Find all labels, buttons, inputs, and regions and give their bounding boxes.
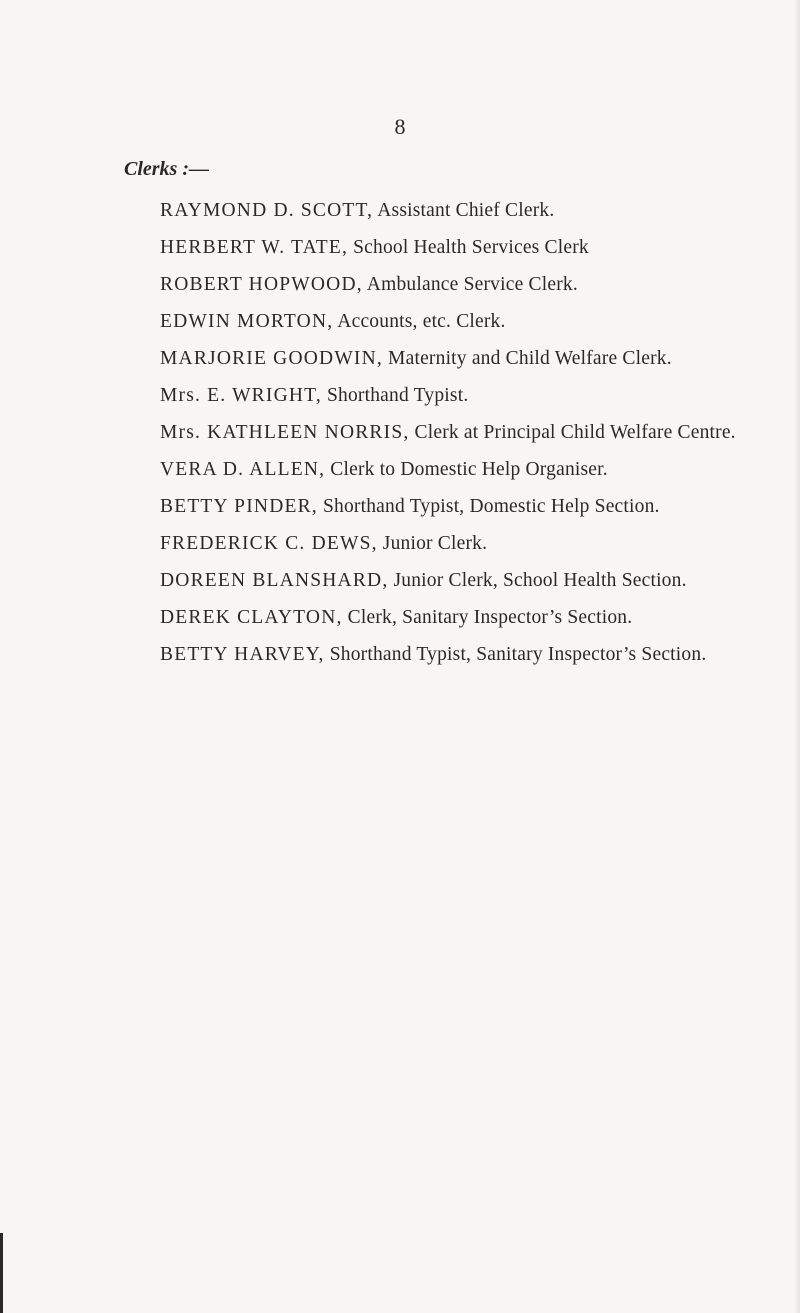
staff-name: Mrs. KATHLEEN NORRIS,: [160, 422, 410, 443]
staff-name: FREDERICK C. DEWS,: [160, 533, 378, 554]
staff-entry: [160, 383, 740, 409]
page-edge-shadow: [794, 0, 800, 1313]
staff-entry: [160, 494, 740, 520]
staff-entry: [160, 642, 740, 668]
staff-role: Junior Clerk.: [377, 533, 488, 554]
staff-role: Clerk to Domestic Help Organiser.: [325, 459, 608, 480]
staff-role: Shorthand Typist.: [321, 385, 469, 406]
staff-entry: [160, 346, 740, 372]
section-heading: Clerks :—: [124, 158, 209, 180]
staff-list: [160, 198, 740, 679]
staff-role: Assistant Chief Clerk.: [373, 200, 555, 221]
staff-role: School Health Services Clerk: [348, 237, 589, 258]
staff-name: HERBERT W. TATE,: [160, 237, 349, 258]
staff-name: ROBERT HOPWOOD,: [160, 274, 363, 295]
page-number: 8: [394, 114, 406, 139]
staff-name: MARJORIE GOODWIN,: [160, 348, 383, 369]
staff-entry: [160, 568, 740, 594]
staff-entry: [160, 235, 740, 261]
staff-entry: [160, 457, 740, 483]
staff-name: EDWIN MORTON,: [160, 311, 334, 332]
staff-entry: [160, 198, 740, 224]
staff-role: Shorthand Typist, Sanitary Inspector’s Section.: [324, 644, 707, 665]
staff-name: BETTY PINDER,: [160, 496, 318, 517]
staff-role: Junior Clerk, School Health Section.: [388, 570, 687, 591]
staff-name: VERA D. ALLEN,: [160, 459, 326, 480]
staff-entry: [160, 420, 740, 446]
staff-name: DOREEN BLANSHARD,: [160, 570, 389, 591]
staff-name: RAYMOND D. SCOTT,: [160, 200, 374, 221]
page-edge-mark: [0, 1233, 3, 1313]
staff-entry: [160, 531, 740, 557]
staff-entry: [160, 605, 740, 631]
staff-name: Mrs. E. WRIGHT,: [160, 385, 322, 406]
staff-role: Clerk, Sanitary Inspector’s Section.: [342, 607, 633, 628]
staff-name: DEREK CLAYTON,: [160, 607, 343, 628]
staff-role: Maternity and Child Welfare Clerk.: [382, 348, 672, 369]
staff-role: Accounts, etc. Clerk.: [333, 311, 506, 332]
staff-name: BETTY HARVEY,: [160, 644, 325, 665]
staff-role: Shorthand Typist, Domestic Help Section.: [317, 496, 660, 517]
staff-role: Ambulance Service Clerk.: [362, 274, 578, 295]
staff-role: Clerk at Principal Child Welfare Centre.: [409, 422, 736, 443]
staff-entry: [160, 309, 740, 335]
staff-entry: [160, 272, 740, 298]
